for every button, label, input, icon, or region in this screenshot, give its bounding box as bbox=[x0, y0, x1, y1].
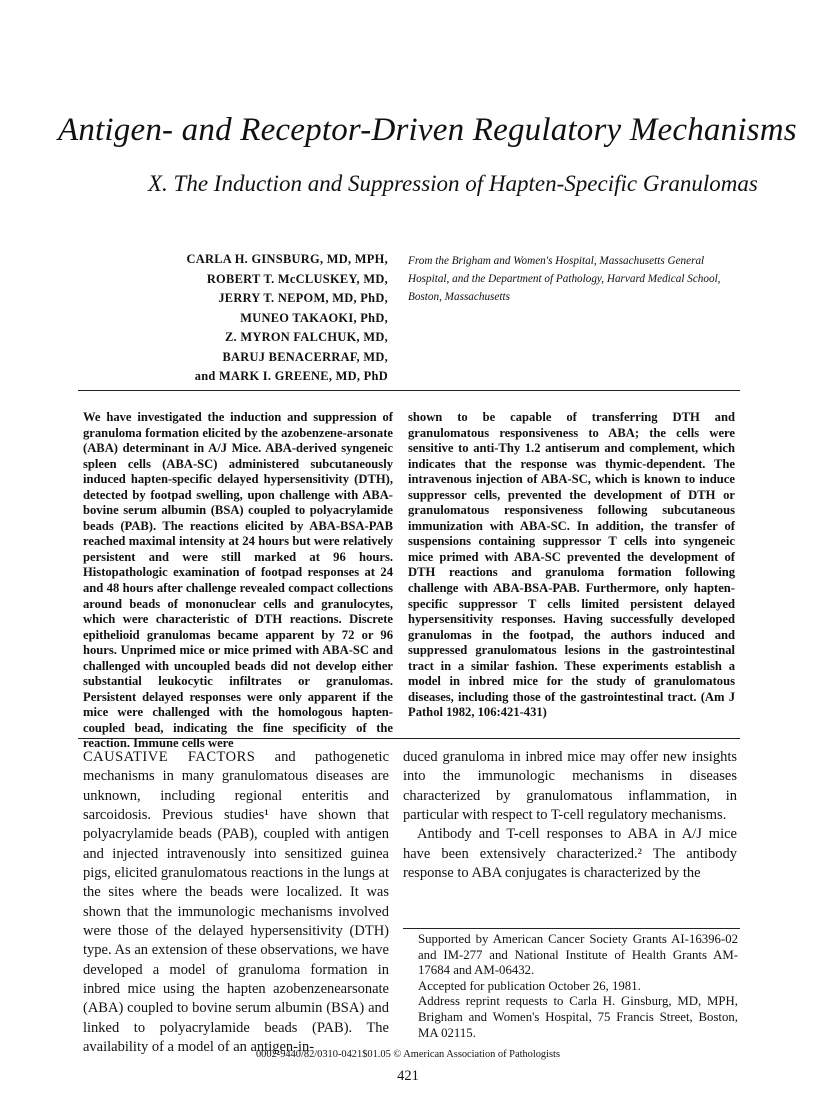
abstract-right-column: shown to be capable of transferring DTH and granulomatous responsiveness to ABA; the cells were sensitive to anti-Thy 1.2 antiserum and complement, which indicates that the response was thymic-dependent. The intravenous injection of ABA-SC, which is known to induce suppressor cells, prevented the development of DTH or granulomatous responsiveness following subcutaneous immunization with ABA-SC. In addition, the transfer of suspensions containing suppressor T cells into syngeneic mice primed with ABA-SC prevented the development of DTH reactions and granuloma formation following challenge with ABA-BSA-PAB. Furthermore, only hapten-specific suppressor T cells limited persistent delayed hypersensitivity responses. Having successfully developed granulomas in the footpad, the authors induced and suppressed granulomatous lesions in the gastrointestinal tract in a similar fashion. These experiments establish a model in inbred mice for the study of granulomatous diseases, including those of the gastrointestinal tract. (Am J Pathol 1982, 106:421-431) bbox=[408, 410, 735, 720]
footnotes bbox=[418, 932, 738, 1041]
body-paragraph: Antibody and T-cell responses to ABA in A/J mice have been extensively characterized.² The antibody response to ABA conjugates is characterized by the bbox=[403, 826, 737, 882]
copyright-line: 0002-9440/82/0310-0421$01.05 © American Association of Pathologists bbox=[255, 1049, 560, 1060]
author-list bbox=[150, 250, 388, 387]
author: ROBERT T. McCLUSKEY, MD, bbox=[206, 271, 388, 286]
author: and MARK I. GREENE, MD, PhD bbox=[194, 369, 388, 383]
author: BARUJ BENACERRAF, MD, bbox=[222, 349, 388, 364]
abstract-top-rule bbox=[78, 390, 740, 391]
author: JERRY T. NEPOM, MD, PhD, bbox=[218, 291, 388, 305]
abstract-bottom-rule bbox=[78, 738, 740, 739]
article-subtitle: X. The Induction and Suppression of Hapten-Specific Granulomas bbox=[148, 171, 758, 196]
lead-in-caps: CAUSATIVE FACTORS bbox=[83, 749, 256, 765]
body-right-column bbox=[403, 748, 737, 883]
body-paragraph: duced granuloma in inbred mice may offer new insights into the immunologic mechanisms in diseases characterized by granulomatous inflammation, in particular with respect to T-cell regulatory mechanisms. bbox=[403, 749, 737, 824]
abstract-left-column: We have investigated the induction and suppression of granuloma formation elicited by the azobenzene-arsonate (ABA) determinant in A/J Mice. ABA-derived syngeneic spleen cells (ABA-SC) administered subcutaneously induced hapten-specific delayed hypersensitivity (DTH), detected by footpad swelling, upon challenge with ABA-bovine serum albumin (BSA) coupled to polyacrylamide beads (PAB). The reactions elicited by ABA-BSA-PAB reached maximal intensity at 24 hours but were relatively persistent and were still marked at 96 hours. Histopathologic examination of footpad responses at 24 and 48 hours after challenge revealed compact collections around beads of mononuclear cells and granulocytes, which were characteristic of DTH reactions. Discrete epithelioid granulomas became apparent by 72 or 96 hours. Unprimed mice or mice primed with ABA-SC and challenged with uncoupled beads did not develop either substantial leukocytic infiltrates or granulomas. Persistent delayed responses were only apparent if the mice were challenged with the homologous hapten-coupled bead, indicating the fine specificity of the reaction. Immune cells were bbox=[83, 410, 393, 751]
footnote-funding: Supported by American Cancer Society Grants AI-16396-02 and IM-277 and National Institute of Health Grants AM-17684 and AM-06432. bbox=[418, 932, 738, 978]
footnote-accepted: Accepted for publication October 26, 1981. bbox=[418, 978, 641, 993]
affiliation: From the Brigham and Women's Hospital, Massachusetts General Hospital, and the Department of Pathology, Harvard Medical School, Boston, Massachusetts bbox=[408, 255, 721, 303]
article-title: Antigen- and Receptor-Driven Regulatory Mechanisms bbox=[58, 112, 797, 148]
author: Z. MYRON FALCHUK, MD, bbox=[224, 330, 388, 344]
body-text: and pathogenetic mechanisms in many granulomatous diseases are unknown, including regional enteritis and sarcoidosis. Previous studies¹ have shown that polyacrylamide beads (PAB), coupled with antigen and injected intravenously into sensitized guinea pigs, elicited granulomatous reactions in the lungs at the sites where the beads were localized. It was shown that the immunologic mechanisms involved were those of the delayed hypersensitivity (DTH) type. As an extension of these observations, we have developed a model of granuloma formation in inbred mice using the hapten azobenzenearsonate (ABA) coupled to bovine serum albumin (BSA) and linked to polyacrylamide beads (PAB). The availability of a model of an antigen-in- bbox=[83, 749, 389, 1056]
body-left-column bbox=[83, 748, 389, 1058]
page-number: 421 bbox=[397, 1068, 419, 1084]
author: MUNEO TAKAOKI, PhD, bbox=[240, 310, 388, 325]
footnote-rule bbox=[403, 928, 740, 929]
footnote-reprint: Address reprint requests to Carla H. Ginsburg, MD, MPH, Brigham and Women's Hospital, 75 Francis Street, Boston, MA 02115. bbox=[418, 994, 738, 1040]
author: CARLA H. GINSBURG, MD, MPH, bbox=[186, 252, 388, 266]
